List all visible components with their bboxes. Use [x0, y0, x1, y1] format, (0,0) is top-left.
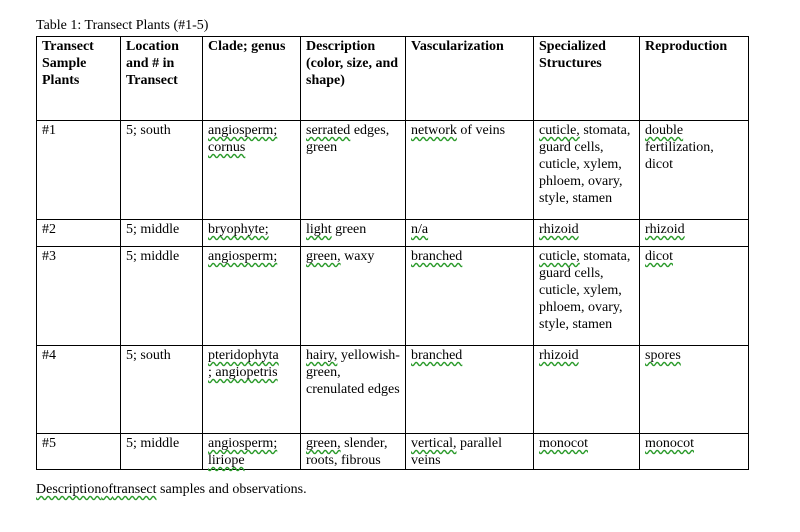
note-word: of [101, 482, 113, 497]
genus-text: cornus [208, 140, 246, 155]
header-reproduction: Reproduction [640, 37, 749, 121]
cell-clade [203, 220, 301, 247]
structures-flagged: rhizoid [539, 222, 579, 237]
cell-vascularization [406, 121, 534, 220]
description-flagged: light [306, 222, 332, 237]
cell-vascularization [406, 346, 534, 434]
clade-text: bryophyte; [208, 222, 269, 237]
clade-text: pteridophyta [208, 348, 279, 363]
note-word: Description [36, 482, 102, 497]
structures-rest: stomata, guard cells, cuticle, xylem, phloem, ovary, style, stamen [539, 249, 631, 332]
cell-clade [203, 247, 301, 346]
header-clade: Clade; genus [203, 37, 301, 121]
description-rest: slender, roots, fibrous [306, 436, 388, 468]
cell-sample: #3 [37, 247, 121, 346]
structures-flagged: cuticle, [539, 123, 580, 138]
cell-location: 5; middle [121, 220, 203, 247]
vascularization-rest: parallel veins [411, 436, 502, 468]
cell-structures [534, 247, 640, 346]
transect-plants-table [36, 36, 749, 470]
reproduction-flagged: monocot [645, 436, 694, 451]
description-flagged: serrated [306, 123, 351, 138]
clade-text: angiosperm; [208, 436, 278, 451]
cell-location: 5; south [121, 121, 203, 220]
clade-text: angiosperm; [208, 123, 278, 138]
cell-location: 5; south [121, 346, 203, 434]
table-row [37, 346, 749, 434]
table-row [37, 220, 749, 247]
table-row [37, 247, 749, 346]
cell-location: 5; middle [121, 434, 203, 470]
cell-structures [534, 434, 640, 470]
vascularization-flagged: n/a [411, 222, 429, 237]
vascularization-rest: of veins [460, 123, 506, 138]
description-rest: edges, green [306, 123, 390, 155]
cell-reproduction [640, 434, 749, 470]
cell-sample: #5 [37, 434, 121, 470]
cell-structures [534, 121, 640, 220]
cell-reproduction [640, 346, 749, 434]
reproduction-flagged: dicot [645, 249, 673, 264]
description-flagged: hairy, [306, 348, 338, 363]
vascularization-flagged: network [411, 123, 457, 138]
cell-description [301, 121, 406, 220]
header-vascularization: Vascularization [406, 37, 534, 121]
cell-clade [203, 346, 301, 434]
cell-reproduction [640, 247, 749, 346]
genus-text: ; angiopetris [208, 365, 278, 380]
header-description: Description (color, size, and shape) [301, 37, 406, 121]
clade-text: angiosperm; [208, 249, 278, 264]
cell-sample: #1 [37, 121, 121, 220]
reproduction-flagged: spores [645, 348, 681, 363]
cell-description [301, 247, 406, 346]
cell-description [301, 434, 406, 470]
genus-text: liriope [208, 453, 245, 468]
table-row [37, 434, 749, 470]
header-structures: Specialized Structures [534, 37, 640, 121]
vascularization-flagged: vertical, [411, 436, 457, 451]
description-rest: waxy [344, 249, 375, 264]
cell-description [301, 346, 406, 434]
structures-flagged: rhizoid [539, 348, 579, 363]
structures-flagged: monocot [539, 436, 588, 451]
cell-location: 5; middle [121, 247, 203, 346]
cell-reproduction [640, 220, 749, 247]
cell-clade [203, 121, 301, 220]
header-row [37, 37, 749, 121]
description-flagged: green, [306, 249, 341, 264]
note-rest: samples and observations. [160, 482, 307, 497]
reproduction-flagged: double [645, 123, 684, 138]
table-row [37, 121, 749, 220]
vascularization-flagged: branched [411, 348, 463, 363]
header-sample: Transect Sample Plants [37, 37, 121, 121]
reproduction-rest: fertilization, dicot [645, 140, 714, 172]
table-note [36, 482, 307, 498]
cell-vascularization [406, 434, 534, 470]
table-caption: Table 1: Transect Plants (#1-5) [36, 18, 209, 33]
cell-sample: #4 [37, 346, 121, 434]
cell-clade [203, 434, 301, 470]
reproduction-flagged: rhizoid [645, 222, 685, 237]
cell-sample: #2 [37, 220, 121, 247]
description-rest: yellowish-green, crenulated edges [306, 348, 400, 397]
note-word: transect [113, 482, 157, 497]
cell-vascularization [406, 247, 534, 346]
structures-flagged: cuticle, [539, 249, 580, 264]
cell-structures [534, 346, 640, 434]
description-rest: green [335, 222, 367, 237]
vascularization-flagged: branched [411, 249, 463, 264]
cell-vascularization [406, 220, 534, 247]
header-location: Location and # in Transect [121, 37, 203, 121]
cell-description [301, 220, 406, 247]
cell-reproduction [640, 121, 749, 220]
structures-rest: stomata, guard cells, cuticle, xylem, phloem, ovary, style, stamen [539, 123, 631, 206]
description-flagged: green, [306, 436, 341, 451]
cell-structures [534, 220, 640, 247]
